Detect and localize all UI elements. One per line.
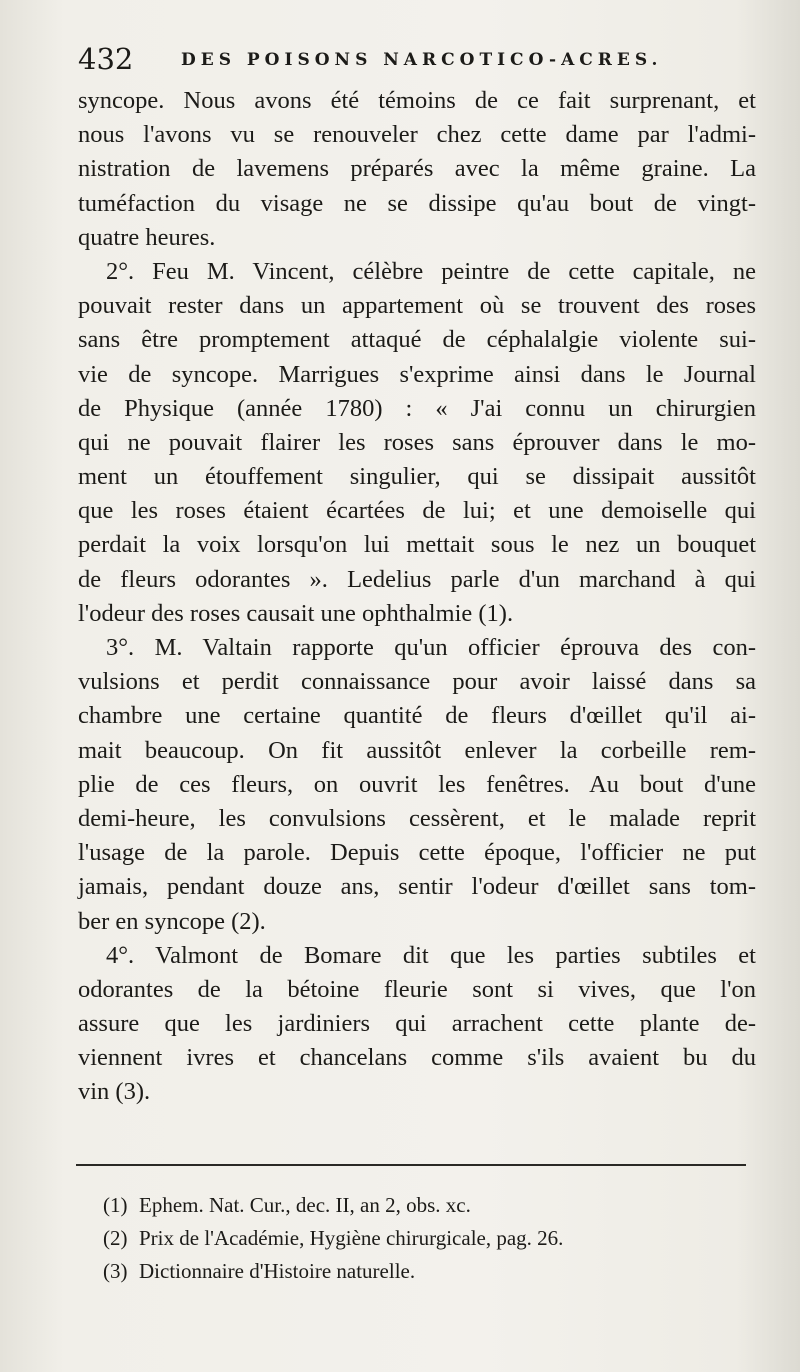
text-line: syncope. Nous avons été témoins de ce fait surprenant, et [78,87,756,114]
footnotes [103,1189,743,1288]
text-line: qui ne pouvait flairer les roses sans éprouver dans le mo- [78,428,756,456]
text-line: 3°. M. Valtain rapporte qu'un officier éprouva des con- [106,634,756,661]
footnote-text: Dictionnaire d'Histoire naturelle. [139,1259,416,1283]
text-line: que les roses étaient écartées de lui; et une demoiselle qui [78,497,756,525]
text-line: nistration de lavemens préparés avec la même graine. La [78,155,756,183]
text-line: mait beaucoup. On fit aussitôt enlever la corbeille rem- [78,736,756,764]
text-line: chambre une certaine quantité de fleurs d'œillet qu'il ai- [78,702,756,730]
page-number: 432 [78,42,134,76]
text-line: perdait la voix lorsqu'on lui mettait sous le nez un bouquet [78,531,756,559]
text-line: 2°. Feu M. Vincent, célèbre peintre de cette capitale, ne [106,257,756,285]
text-line: de fleurs odorantes ». Ledelius parle d'un marchand à qui [78,565,756,593]
text-line: tuméfaction du visage ne se dissipe qu'au bout de vingt- [78,189,756,217]
text-line: quatre heures. [78,223,216,251]
page-header [78,40,758,80]
text-line: nous l'avons vu se renouveler chez cette dame par l'admi- [78,121,756,149]
body-text [78,84,756,1110]
text-line: de Physique (année 1780) : « J'ai connu un chirurgien [78,394,756,422]
text-line: plie de ces fleurs, on ouvrit les fenêtres. Au bout d'une [78,770,756,798]
running-title: DES POISONS NARCOTICO-ACRES. [181,50,663,70]
text-line: l'odeur des roses causait une ophthalmie (1). [78,599,514,627]
text-line: jamais, pendant douze ans, sentir l'odeur d'œillet sans tom- [78,873,756,901]
footnote [103,1255,743,1288]
text-line: vulsions et perdit connaissance pour avoir laissé dans sa [78,668,756,696]
footnote-divider [76,1164,746,1166]
footnote [103,1189,743,1222]
text-line: vin (3). [78,1078,151,1106]
text-line: ber en syncope (2). [78,907,266,935]
text-line: assure que les jardiniers qui arrachent cette plante de- [78,1010,756,1038]
footnote-text: Prix de l'Académie, Hygiène chirurgicale, pag. 26. [139,1226,564,1250]
text-line: l'usage de la parole. Depuis cette époque, l'officier ne put [78,839,756,867]
text-line: 4°. Valmont de Bomare dit que les parties subtiles et [106,941,756,969]
text-line: odorantes de la bétoine fleurie sont si vives, que l'on [78,975,756,1003]
text-line: viennent ivres et chancelans comme s'ils avaient bu du [78,1044,756,1072]
text-line: sans être promptement attaqué de céphalalgie violente sui- [78,326,756,354]
footnote-mark: (3) [103,1259,128,1283]
text-line: demi-heure, les convulsions cessèrent, et le malade reprit [78,804,756,832]
text-line: vie de syncope. Marrigues s'exprime ainsi dans le Journal [78,360,756,388]
footnote-mark: (1) [103,1193,128,1217]
text-line: ment un étouffement singulier, qui se dissipait aussitôt [78,463,756,491]
footnote-mark: (2) [103,1226,128,1250]
text-line: pouvait rester dans un appartement où se trouvent des roses [78,292,756,320]
footnote [103,1222,743,1255]
footnote-text: Ephem. Nat. Cur., dec. II, an 2, obs. xc. [139,1193,471,1217]
